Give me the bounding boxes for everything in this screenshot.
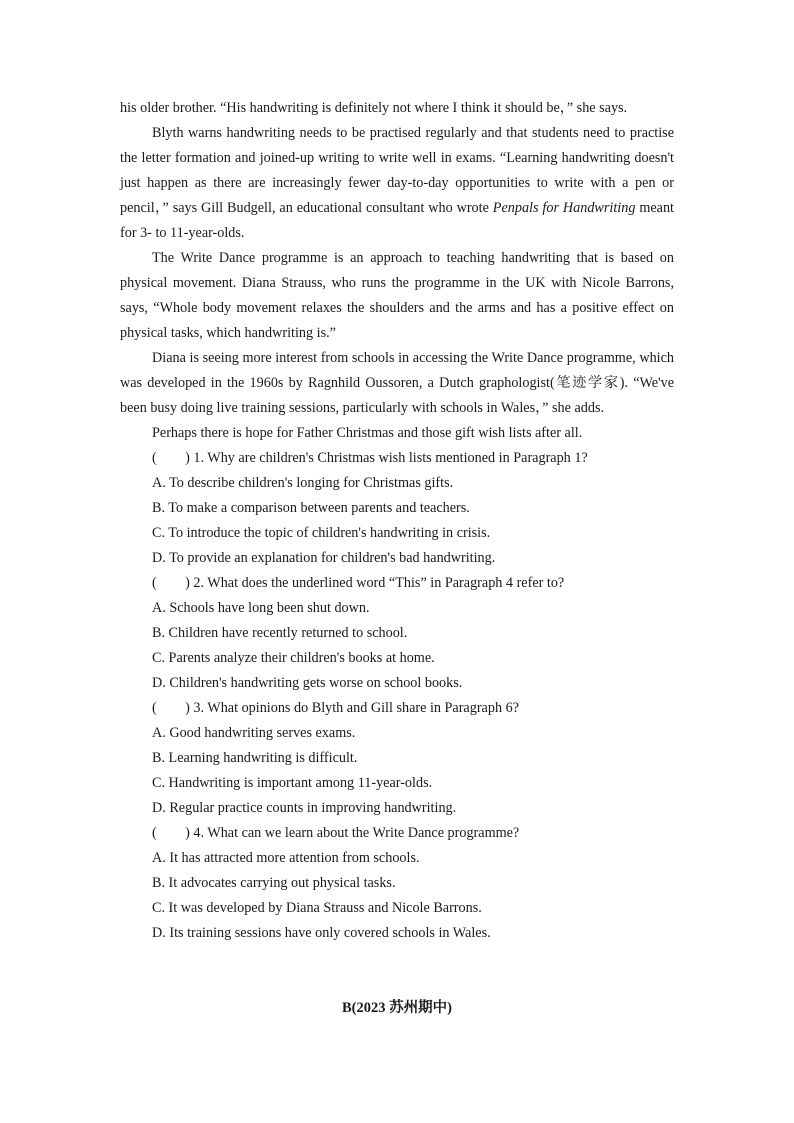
question-2 xyxy=(120,571,674,696)
question-stem: ( ) 2. What does the underlined word “This” in Paragraph 4 refer to? xyxy=(152,575,565,591)
option-c: C. It was developed by Diana Strauss and Nicole Barrons. xyxy=(152,900,482,916)
option-d: D. Children's handwriting gets worse on school books. xyxy=(152,675,463,691)
passage-content xyxy=(120,96,674,946)
option-d: D. Its training sessions have only covered schools in Wales. xyxy=(152,925,491,941)
option-d: D. To provide an explanation for children's bad handwriting. xyxy=(152,550,496,566)
question-4 xyxy=(120,821,674,946)
option-a: A. It has attracted more attention from schools. xyxy=(152,850,420,866)
option-c: C. To introduce the topic of children's handwriting in crisis. xyxy=(152,525,491,541)
question-3 xyxy=(120,696,674,821)
paragraph-4: Diana is seeing more interest from schools in accessing the Write Dance programme, which was developed in the 1960s by Ragnhild Oussoren, a Dutch graphologist(笔迹学家). “We've been busy doing live training sessions, particularly with schools in Wales，” she adds. xyxy=(120,350,674,416)
paragraph-3: The Write Dance programme is an approach to teaching handwriting that is based on physical movement. Diana Strauss, who runs the programme in the UK with Nicole Barrons, says, “Whole body movement relaxes the shoulders and the arms and has a positive effect on physical tasks, which handwriting is.” xyxy=(120,250,674,341)
option-b: B. To make a comparison between parents and teachers. xyxy=(152,500,470,516)
option-a: A. Good handwriting serves exams. xyxy=(152,725,356,741)
book-title: Penpals for Handwriting xyxy=(492,200,636,216)
paragraph-2-tail: meant for 3- to 11-year-olds. xyxy=(120,200,674,241)
option-d: D. Regular practice counts in improving handwriting. xyxy=(152,800,457,816)
option-a: A. Schools have long been shut down. xyxy=(152,600,370,616)
question-stem: ( ) 1. Why are children's Christmas wish lists mentioned in Paragraph 1? xyxy=(152,450,588,466)
paragraph-1: his older brother. “His handwriting is definitely not where I think it should be，” she says. xyxy=(120,100,628,116)
section-heading: B(2023 苏州期中) xyxy=(342,1000,452,1016)
paragraph-2 xyxy=(120,121,674,246)
option-b: B. Learning handwriting is difficult. xyxy=(152,750,358,766)
paragraph-2-text: Blyth warns handwriting needs to be practised regularly and that students need to practise the letter formation and joined-up writing to write well in exams. “Learning handwriting doesn't just happen as there are increasingly fewer day-to-day opportunities to write with a pen or pencil，” says Gill Budgell, an educational consultant who wrote xyxy=(120,125,674,216)
option-a: A. To describe children's longing for Christmas gifts. xyxy=(152,475,454,491)
option-b: B. Children have recently returned to school. xyxy=(152,625,408,641)
question-1 xyxy=(120,446,674,571)
option-b: B. It advocates carrying out physical tasks. xyxy=(152,875,396,891)
option-c: C. Handwriting is important among 11-year-olds. xyxy=(152,775,433,791)
question-stem: ( ) 4. What can we learn about the Write Dance programme? xyxy=(152,825,520,841)
option-c: C. Parents analyze their children's books at home. xyxy=(152,650,435,666)
question-stem: ( ) 3. What opinions do Blyth and Gill share in Paragraph 6? xyxy=(152,700,519,716)
paragraph-5: Perhaps there is hope for Father Christmas and those gift wish lists after all. xyxy=(152,425,583,441)
